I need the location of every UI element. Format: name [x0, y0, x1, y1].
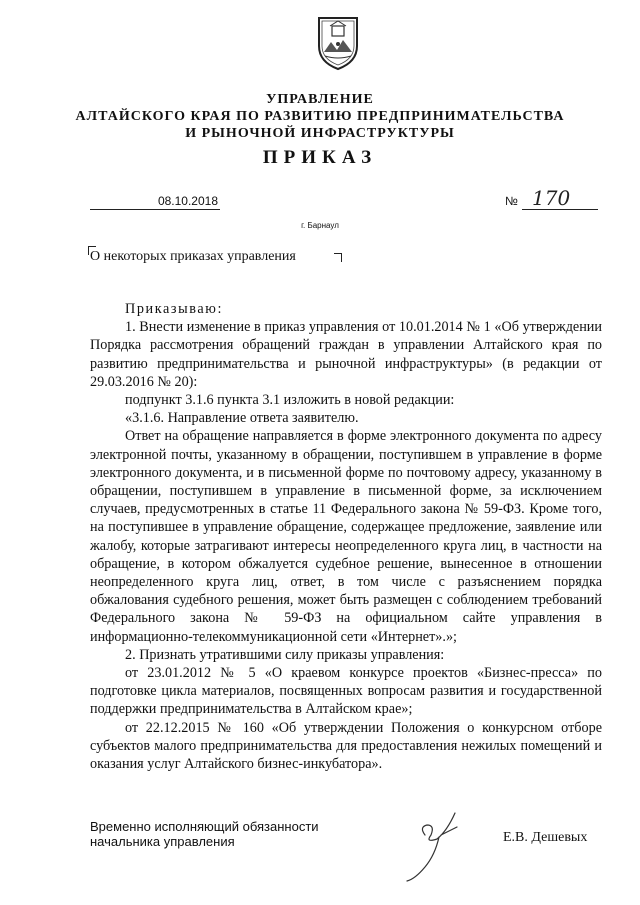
subject-bracket-right [334, 253, 342, 262]
order-item-1: 1. Внести изменение в приказ управления от 10.01.2014 № 1 «Об утверждении Порядка рассмотрения обращений граждан в управлении Алтайского края по развитию предпринимательства и рыночной инфраструктуры» (в редакции от 29.03.2016 № 20): [90, 319, 602, 390]
repealed-order-1: от 23.01.2012 № 5 «О краевом конкурсе проектов «Бизнес-пресса» по подготовке цикла материалов, посвященных вопросам развития и государственной поддержки предпринимательства в Алтайском крае»; [90, 665, 602, 718]
date-underline [90, 209, 220, 210]
order-item-2: 2. Признать утратившими силу приказы управления: [125, 646, 445, 663]
signatory-position-line-2: начальника управления [90, 834, 235, 849]
header-line-2: АЛТАЙСКОГО КРАЯ ПО РАЗВИТИЮ ПРЕДПРИНИМАТЕЛЬСТВА [75, 109, 565, 124]
number-underline [522, 209, 598, 210]
order-date: 08.10.2018 [157, 194, 218, 208]
signatory-name: Е.В. Дешевых [503, 830, 588, 845]
order-subpoint: подпункт 3.1.6 пункта 3.1 изложить в новой редакции: [125, 392, 455, 409]
signatory-position [90, 819, 319, 849]
repealed-order-2: от 22.12.2015 № 160 «Об утверждении Положения о конкурсном отборе субъектов малого предпринимательства для предоставления нежилых помещений и оказания услуг Алтайского бизнес-инкубатора». [90, 719, 602, 773]
document-type-title: ПРИКАЗ [262, 147, 378, 168]
order-subpoint-text: Ответ на обращение направляется в форме электронного документа по адресу электронной почты, указанному в обращении, поступившем в управление в форме электронного документа, и в письменной форме по почтовому адресу, указанному в обращении, поступившем в управление в письменной форме, за исключением случаев, предусмотренных в статье 11 Федерального закона № 59-ФЗ. Кроме того, на поступившее в управление обращение, содержащее предложение, заявление или жалобу, которые затрагивают интересы неопределенного круга лиц, в частности на обращение, в котором обжалуется судебное решение, вынесенное в отношении неопределенного круга лиц, ответ, в том числе с разъяснением порядка обжалования судебного решения, может быть размещен с соблюдением требований Федерального закона № 59-ФЗ на официальном сайте управления в информационно-телекоммуникационной сети «Интернет».»; [90, 428, 602, 645]
handwritten-signature [395, 805, 470, 885]
order-intro: Приказываю: [125, 301, 223, 317]
order-subpoint-title: «3.1.6. Направление ответа заявителю. [125, 410, 359, 427]
header-line-1: УПРАВЛЕНИЕ [266, 92, 374, 107]
subject-title: О некоторых приказах управления [90, 249, 296, 264]
order-number: 170 [532, 186, 571, 210]
city: г. Барнаул [301, 221, 339, 230]
signatory-position-line-1: Временно исполняющий обязанности [90, 819, 319, 834]
number-label: № [505, 194, 518, 208]
order-body [90, 300, 602, 773]
coat-of-arms-icon [313, 12, 363, 72]
header-line-3: И РЫНОЧНОЙ ИНФРАСТРУКТУРЫ [185, 126, 455, 141]
